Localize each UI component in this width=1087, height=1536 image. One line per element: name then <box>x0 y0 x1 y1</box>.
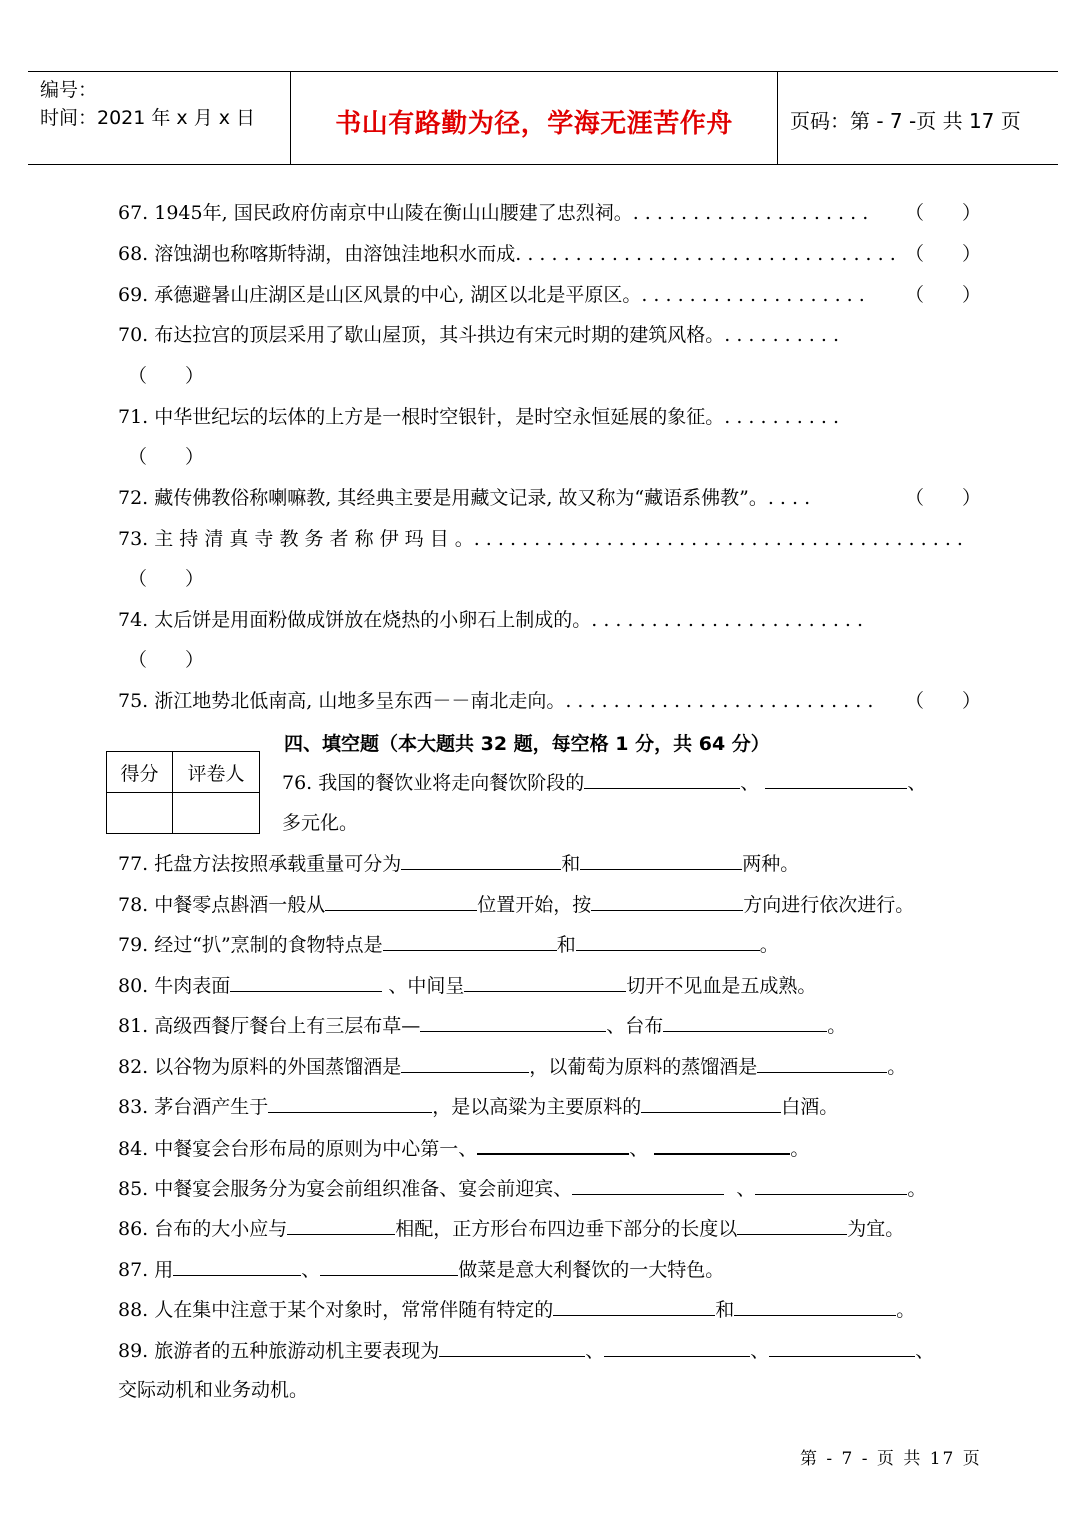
q77-end: 两种。 <box>742 853 800 875</box>
blank-76-2[interactable] <box>765 770 907 789</box>
q79-sep: 和 <box>556 934 576 956</box>
q88-end: 。 <box>896 1299 916 1321</box>
q81-text: 81. 高级西餐厅餐台上有三层布草— <box>118 1015 421 1037</box>
reviewer-header: 评卷人 <box>173 752 260 793</box>
blank-89-3[interactable] <box>769 1338 915 1357</box>
blank-89-2[interactable] <box>604 1338 750 1357</box>
answer-paren-70: （ ） <box>128 365 205 387</box>
question-88 <box>118 1297 915 1322</box>
blank-86-1[interactable] <box>287 1216 395 1235</box>
question-76-cont: 多元化。 <box>282 812 359 834</box>
question-71: 71. 中华世纪坛的坛体的上方是一根时空银针，是时空永恒延展的象征。. . . . . . . . . . <box>118 406 840 428</box>
score-table <box>106 751 260 834</box>
q82-mid: ，以葡萄为原料的蒸馏酒是 <box>529 1056 758 1078</box>
answer-paren-71: （ ） <box>128 446 205 468</box>
blank-85-2[interactable] <box>755 1176 907 1195</box>
q87-end: 做菜是意大利餐饮的一大特色。 <box>458 1259 725 1281</box>
question-76 <box>282 770 926 795</box>
q83-text: 83. 茅台酒产生于 <box>118 1096 269 1118</box>
q79-end: 。 <box>759 934 779 956</box>
q76-sep2: 、 <box>907 772 927 794</box>
q85-text: 85. 中餐宴会服务分为宴会前组织准备、宴会前迎宾、 <box>118 1178 573 1200</box>
q76-sep1: 、 <box>740 772 760 794</box>
blank-81-1[interactable] <box>420 1013 606 1032</box>
blank-79-2[interactable] <box>576 932 760 951</box>
q82-end: 。 <box>887 1056 907 1078</box>
blank-82-1[interactable] <box>401 1054 529 1073</box>
blank-77-2[interactable] <box>580 851 742 870</box>
q80-mid: 、中间呈 <box>388 975 465 997</box>
page-header <box>28 71 1058 165</box>
q76-text: 76. 我国的餐饮业将走向餐饮阶段的 <box>282 772 585 794</box>
blank-84-2[interactable] <box>654 1135 790 1155</box>
header-meta-cell <box>28 72 291 164</box>
blank-78-2[interactable] <box>591 892 743 911</box>
question-68: 68. 溶蚀湖也称喀斯特湖，由溶蚀洼地积水而成. . . . . . . . . . . . . . . . . . . . . . . . . . . . . . . . <box>118 243 896 265</box>
header-page-cell <box>778 72 1058 164</box>
answer-paren-68: （ ） <box>905 243 982 265</box>
q78-mid: 位置开始，按 <box>477 894 592 916</box>
header-page-number: 页码：第 - 7 -页 共 17 页 <box>790 109 1021 133</box>
q81-end: 。 <box>827 1015 847 1037</box>
q86-mid: 相配，正方形台布四边垂下部分的长度以 <box>395 1218 738 1240</box>
blank-83-2[interactable] <box>641 1094 781 1113</box>
answer-paren-73: （ ） <box>128 568 205 590</box>
question-84 <box>118 1135 809 1161</box>
q89-sep2: 、 <box>750 1340 770 1362</box>
blank-81-2[interactable] <box>663 1013 827 1032</box>
q86-end: 为宜。 <box>847 1218 905 1240</box>
q89-sep3: 、 <box>915 1340 935 1362</box>
blank-88-1[interactable] <box>553 1297 715 1316</box>
blank-80-2[interactable] <box>464 973 626 992</box>
q83-mid: ，是以高粱为主要原料的 <box>432 1096 642 1118</box>
page-footer: 第 - 7 - 页 共 17 页 <box>800 1449 982 1469</box>
question-70: 70. 布达拉宫的顶层采用了歇山屋顶，其斗拱边有宋元时期的建筑风格。. . . . . . . . . . <box>118 324 840 346</box>
blank-87-1[interactable] <box>173 1257 301 1276</box>
q80-text: 80. 牛肉表面 <box>118 975 231 997</box>
question-85 <box>118 1176 926 1201</box>
blank-84-1[interactable] <box>477 1135 629 1155</box>
q86-text: 86. 台布的大小应与 <box>118 1218 288 1240</box>
question-83 <box>118 1094 838 1119</box>
q84-end: 。 <box>790 1138 810 1160</box>
answer-paren-74: （ ） <box>128 649 205 671</box>
q82-text: 82. 以谷物为原料的外国蒸馏酒是 <box>118 1056 402 1078</box>
question-75: 75. 浙江地势北低南高, 山地多呈东西－－南北走向。. . . . . . . . . . . . . . . . . . . . . . . . . . <box>118 690 874 712</box>
section-title: 四、填空题（本大题共 32 题，每空格 1 分，共 64 分） <box>284 733 770 755</box>
question-72: 72. 藏传佛教俗称喇嘛教, 其经典主要是用藏文记录, 故又称为“藏语系佛教”。. . . . <box>118 487 811 509</box>
q78-end: 方向进行依次进行。 <box>743 894 915 916</box>
question-69: 69. 承德避暑山庄湖区是山区风景的中心, 湖区以北是平原区。. . . . . . . . . . . . . . . . . . . <box>118 284 865 306</box>
question-74: 74. 太后饼是用面粉做成饼放在烧热的小卵石上制成的。. . . . . . . . . . . . . . . . . . . . . . . <box>118 609 864 631</box>
blank-82-2[interactable] <box>757 1054 887 1073</box>
q79-text: 79. 经过“扒”烹制的食物特点是 <box>118 934 383 956</box>
q87-text: 87. 用 <box>118 1259 174 1281</box>
question-82 <box>118 1054 906 1079</box>
question-87 <box>118 1257 724 1282</box>
score-header: 得分 <box>107 752 173 793</box>
answer-paren-72: （ ） <box>905 487 982 509</box>
question-73: 73. 主 持 清 真 寺 教 务 者 称 伊 玛 目 。. . . . . . . . . . . . . . . . . . . . . . . . . . . . . . . . . . . . . . . . . <box>118 528 963 550</box>
q87-sep: 、 <box>301 1259 321 1281</box>
q83-end: 白酒。 <box>781 1096 839 1118</box>
q81-mid: 、台布 <box>606 1015 664 1037</box>
q85-end: 。 <box>907 1178 927 1200</box>
q88-sep: 和 <box>715 1299 735 1321</box>
question-86 <box>118 1216 904 1241</box>
question-77 <box>118 851 799 876</box>
answer-paren-67: （ ） <box>905 202 982 224</box>
question-81 <box>118 1013 846 1038</box>
q89-sep1: 、 <box>585 1340 605 1362</box>
q85-sep: 、 <box>736 1178 756 1200</box>
q77-text: 77. 托盘方法按照承载重量可分为 <box>118 853 402 875</box>
header-motto-cell <box>291 72 778 164</box>
question-67: 67. 1945年, 国民政府仿南京中山陵在衡山山腰建了忠烈祠。. . . . . . . . . . . . . . . . . . . . <box>118 202 869 224</box>
question-78 <box>118 892 914 917</box>
question-89 <box>118 1338 934 1363</box>
score-cell[interactable] <box>107 793 173 834</box>
answer-paren-75: （ ） <box>905 690 982 712</box>
q84-sep: 、 <box>629 1138 649 1160</box>
motto-text: 书山有路勤为径，学海无涯苦作舟 <box>335 109 733 139</box>
blank-80-1[interactable] <box>230 973 382 992</box>
q80-end: 切开不见血是五成熟。 <box>626 975 817 997</box>
q77-sep: 和 <box>561 853 581 875</box>
q84-text: 84. 中餐宴会台形布局的原则为中心第一、 <box>118 1138 478 1160</box>
q89-text: 89. 旅游者的五种旅游动机主要表现为 <box>118 1340 440 1362</box>
reviewer-cell[interactable] <box>173 793 260 834</box>
document-date-label: 时间：2021 年 x 月 x 日 <box>40 107 256 129</box>
q78-text: 78. 中餐零点斟酒一般从 <box>118 894 326 916</box>
blank-83-1[interactable] <box>268 1094 432 1113</box>
blank-89-1[interactable] <box>439 1338 585 1357</box>
blank-87-2[interactable] <box>320 1257 458 1276</box>
q88-text: 88. 人在集中注意于某个对象时，常常伴随有特定的 <box>118 1299 554 1321</box>
blank-86-2[interactable] <box>737 1216 847 1235</box>
blank-88-2[interactable] <box>734 1297 896 1316</box>
blank-77-1[interactable] <box>401 851 561 870</box>
document-number-label: 编号： <box>40 79 98 101</box>
answer-paren-69: （ ） <box>905 284 982 306</box>
blank-85-1[interactable] <box>572 1176 724 1195</box>
question-89-cont: 交际动机和业务动机。 <box>118 1379 309 1401</box>
question-80 <box>118 973 816 998</box>
blank-78-1[interactable] <box>325 892 477 911</box>
blank-79-1[interactable] <box>383 932 557 951</box>
blank-76-1[interactable] <box>584 770 740 789</box>
question-79 <box>118 932 779 957</box>
